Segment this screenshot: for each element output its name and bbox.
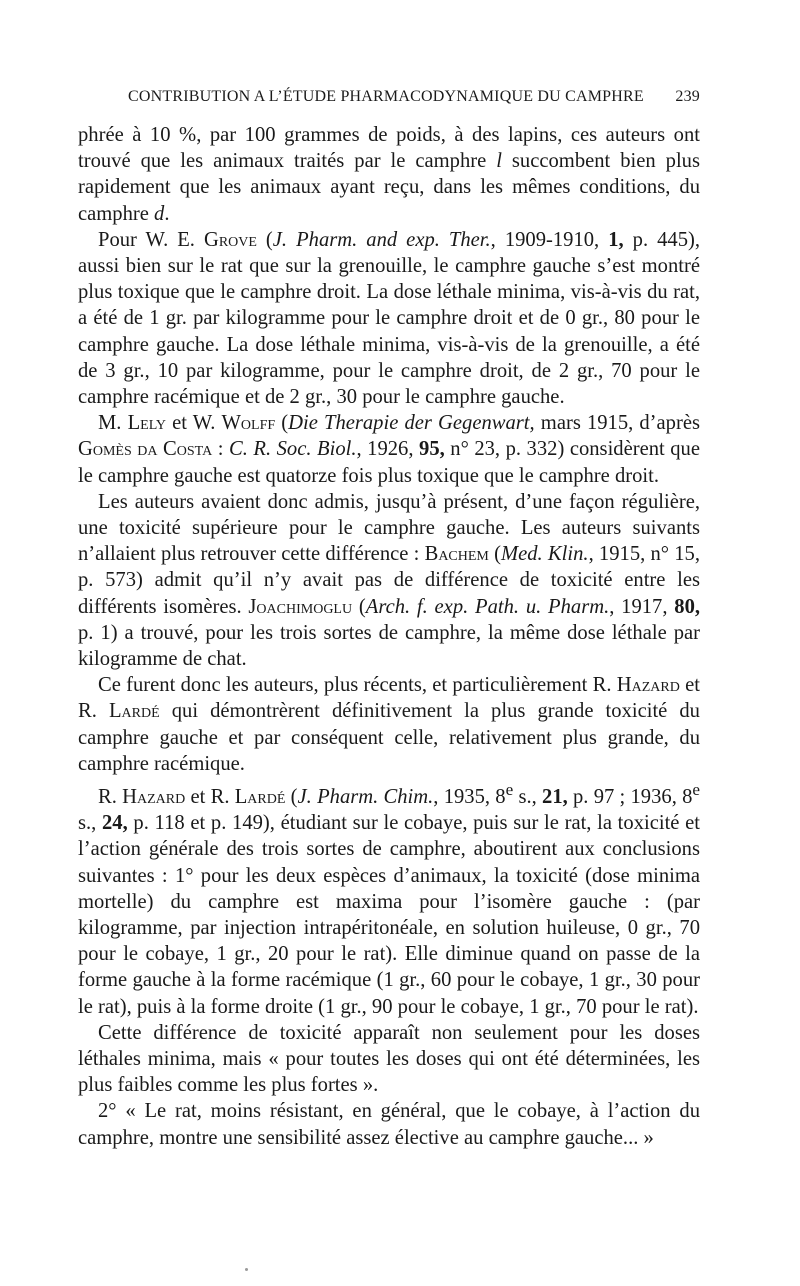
text-run: p. 1) a trouvé, pour les trois sortes de camphre, la même dose léthale par kilogramme de chat. — [78, 621, 700, 671]
page-number: 239 — [675, 88, 700, 105]
running-title: CONTRIBUTION A L’ÉTUDE PHARMACODYNAMIQUE DU CAMPHRE — [128, 88, 644, 105]
text-run: et R. — [78, 674, 700, 723]
text-run: et R. — [185, 785, 235, 808]
print-speck — [245, 1268, 248, 1271]
text-run: s., — [78, 812, 102, 835]
text-run: s., — [513, 785, 543, 808]
text-run: : — [212, 438, 229, 461]
volume-number: 95, — [419, 438, 445, 461]
text-run: Pour W. E. — [98, 228, 204, 251]
journal-title: C. R. Soc. Biol. — [228, 438, 357, 461]
paragraph-5 — [78, 672, 700, 777]
author-name: Lardé — [234, 785, 286, 808]
journal-title: Arch. f. exp. Path. u. Pharm. — [365, 595, 610, 618]
superscript: e — [692, 780, 701, 800]
author-name: Wolff — [221, 412, 276, 435]
author-name: Gomès da Costa — [78, 438, 213, 461]
text-run: ( — [488, 543, 501, 566]
text-run: 2° « Le rat, moins résistant, en général, que le cobaye, à l’action du camphre, montre une sensibilité assez élective au camphre gauche... » — [78, 1100, 700, 1149]
paragraph-7 — [78, 1020, 700, 1099]
journal-title: J. Pharm. Chim. — [297, 785, 434, 808]
text-run: M. — [98, 412, 128, 435]
text-run: Les auteurs avaient donc admis, jusqu’à présent, d’une façon régulière, une toxicité supérieure pour le camphre gauche. Les auteurs suivants n’allaient plus retrouver cette différence : — [78, 490, 700, 566]
text-run: Cette différence de toxicité apparaît non seulement pour les doses léthales minima, mais « pour toutes les doses qui ont été déterminées, les plus faibles comme les plus fortes ». — [78, 1021, 700, 1097]
journal-title: Med. Klin. — [500, 543, 589, 566]
paragraph-6 — [78, 777, 700, 1020]
author-name: Lardé — [108, 700, 160, 723]
italic-run: d — [154, 202, 165, 225]
paragraph-1 — [78, 122, 700, 227]
text-run: n° 23, p. 332) considèrent que le camphre gauche est quatorze fois plus toxique que le camphre droit. — [78, 438, 700, 487]
paragraph-3 — [78, 410, 700, 489]
text-run: mars 1915, d’après — [534, 412, 700, 435]
author-name: Joachimoglu — [248, 595, 353, 618]
text-run: phrée à 10 %, par 100 grammes de poids, à des lapins, ces auteurs ont trouvé que les animaux traités par le camphre — [78, 124, 700, 173]
author-name: Hazard — [122, 785, 186, 808]
text-run: p. 118 et p. 149), étudiant sur le cobaye, puis sur le rat, la toxicité et l’action générale des trois sortes de camphre, aboutirent aux conclusions suivantes : 1° pour les deux espèces d’animaux, la toxicité (dose minima mortelle) du camphre est maxima pour l’isomère gauche : (par kilogramme, par injection intrapéritonéale, en solution huileuse, 0 gr., 70 pour le cobaye, 1 gr., 20 pour le rat). Elle diminue quand on passe de la forme gauche à la forme racémique (1 gr., 60 pour le cobaye, 1 gr., 30 pour le rat), puis à la forme droite (1 gr., 90 pour le cobaye, 1 gr., 70 pour le rat). — [78, 812, 700, 1018]
journal-title: Die Therapie der Gegenwart, — [288, 412, 535, 435]
text-run: ( — [285, 785, 298, 808]
text-run: R. — [98, 785, 123, 808]
text-run: , 1935, 8 — [433, 785, 506, 808]
author-name: Grove — [203, 228, 257, 251]
text-run: ( — [352, 595, 366, 618]
text-run: , 1926, — [356, 438, 420, 461]
journal-title: J. Pharm. and exp. Ther. — [272, 228, 491, 251]
text-run: qui démontrèrent définitivement la plus grande toxicité du camphre gauche et par conséquent celle, relativement plus grande, du camphre racémique. — [78, 700, 700, 775]
volume-number: 1, — [608, 228, 624, 251]
volume-number: 80, — [674, 595, 701, 618]
volume-number: 24, — [102, 812, 128, 835]
paragraph-2 — [78, 227, 700, 410]
text-run: ( — [275, 412, 289, 435]
text-run: p. 445), aussi bien sur le rat que sur la grenouille, le camphre gauche s’est montré plus toxique que le camphre droit. La dose léthale minima, vis-à-vis du rat, a été de 1 gr. par kilogramme pour le camphre droit et de 0 gr., 80 pour le camphre gauche. La dose léthale minima, vis-à-vis de la grenouille, a été de 3 gr., 10 par kilogramme, pour le camphre droit, de 2 gr., 70 pour le camphre racémique et de 2 gr., 30 pour le camphre gauche. — [78, 228, 700, 409]
text-run: . — [164, 202, 170, 225]
italic-run: l — [496, 150, 502, 173]
text-run: succombent bien plus rapidement que les animaux ayant reçu, dans les mêmes conditions, du camphre — [78, 150, 700, 225]
volume-number: 21, — [542, 785, 568, 808]
author-name: Lely — [127, 412, 166, 435]
body-text — [78, 122, 700, 1151]
text-run: et W. — [165, 412, 222, 435]
running-header — [128, 88, 700, 106]
text-run: ( — [256, 228, 273, 251]
text-run: p. 97 ; 1936, 8 — [567, 785, 693, 808]
text-run: Ce furent donc les auteurs, plus récents, et particulièrement R. — [98, 674, 617, 697]
paragraph-8 — [78, 1098, 700, 1150]
paragraph-4 — [78, 489, 700, 672]
author-name: Hazard — [616, 674, 680, 697]
text-run: , 1917, — [609, 595, 675, 618]
author-name: Bachem — [424, 543, 489, 566]
text-run: , 1915, n° 15, p. 573) admit qu’il n’y avait pas de différence de toxicité entre les différents isomères. — [78, 543, 700, 618]
text-run: , 1909-1910, — [490, 228, 609, 251]
superscript: e — [505, 780, 514, 800]
